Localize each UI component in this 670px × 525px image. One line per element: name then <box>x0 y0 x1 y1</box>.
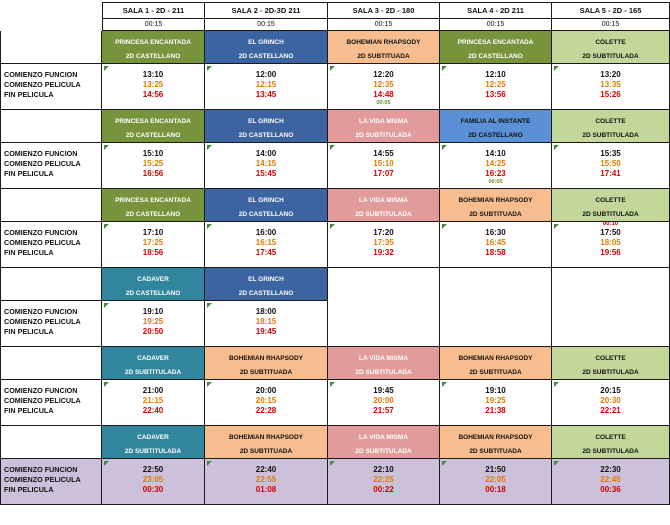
movie-title: PRINCESA ENCANTADA <box>457 39 534 46</box>
movie-format: 2D SUBTITUADA <box>469 369 522 376</box>
label-end: FIN PELICULA <box>4 327 54 336</box>
showtime-cell <box>102 222 205 268</box>
label-end: FIN PELICULA <box>4 169 54 178</box>
start-time: 13:10 <box>142 70 164 79</box>
start-time: 19:45 <box>373 386 394 395</box>
movie-start-time: 17:25 <box>142 238 164 247</box>
end-time: 22:28 <box>255 406 277 415</box>
movie-card[interactable] <box>328 426 440 459</box>
movie-format: 2D SUBTITULADA <box>124 448 182 455</box>
movie-card[interactable] <box>328 110 440 143</box>
movie-title: CADAVER <box>137 434 169 441</box>
start-time: 22:30 <box>600 465 621 474</box>
movie-format: 2D SUBTITULADA <box>355 369 412 376</box>
start-time: 12:00 <box>255 70 277 79</box>
movie-format: 2D CASTELLANO <box>238 211 294 218</box>
start-time: 21:50 <box>485 465 506 474</box>
start-time: 13:20 <box>600 70 621 79</box>
start-time: 16:30 <box>485 228 506 237</box>
movie-start-time: 15:50 <box>600 159 621 168</box>
start-time: 17:20 <box>373 228 394 237</box>
movie-start-time: 19:25 <box>485 396 506 405</box>
movie-start-time: 12:25 <box>485 80 506 89</box>
start-time: 14:10 <box>485 149 506 158</box>
buffer-note: 00:05 <box>376 100 391 106</box>
movie-card[interactable] <box>205 426 328 459</box>
movie-title: BOHEMIAN RHAPSODY <box>228 355 304 362</box>
movie-start-time: 18:05 <box>600 238 621 247</box>
showtime-cell <box>328 380 440 426</box>
movie-card[interactable] <box>328 189 440 222</box>
movie-card[interactable] <box>102 110 205 143</box>
movie-card[interactable] <box>440 347 552 380</box>
start-time: 14:00 <box>255 149 277 158</box>
showtime-cell <box>205 64 328 110</box>
start-time: 15:35 <box>600 149 621 158</box>
movie-start-time: 21:15 <box>142 396 164 405</box>
label-movie-start: COMIENZO PELICULA <box>4 159 81 168</box>
showtime-cell <box>440 380 552 426</box>
movie-format: 2D CASTELLANO <box>468 132 523 139</box>
movie-card[interactable] <box>328 347 440 380</box>
end-time: 14:48 <box>373 90 394 99</box>
showtime-cell <box>552 380 670 426</box>
movie-format: 2D SUBTITULADA <box>355 132 412 139</box>
movie-title: LA VIDA MISMA <box>359 434 408 441</box>
end-time: 15:45 <box>255 169 277 178</box>
label-start: COMIENZO FUNCION <box>4 70 78 79</box>
showtime-cell <box>102 380 205 426</box>
movie-title: EL GRINCH <box>248 39 284 46</box>
movie-start-time: 20:30 <box>600 396 621 405</box>
showtime-cell <box>205 222 328 268</box>
end-time: 16:23 <box>485 169 506 178</box>
showtime-cell <box>205 459 328 505</box>
showtime-cell <box>552 459 670 505</box>
buffer-note: 00:10 <box>602 222 619 227</box>
showtime-cell <box>552 64 670 110</box>
movie-card[interactable] <box>102 426 205 459</box>
start-time: 22:40 <box>255 465 277 474</box>
movie-start-time: 16:45 <box>485 238 506 247</box>
label-end: FIN PELICULA <box>4 90 54 99</box>
label-spacer <box>0 31 102 64</box>
movie-start-time: 18:15 <box>255 317 277 326</box>
cleaning-gap-4: 00:15 <box>440 19 552 31</box>
movie-title: FAMILIA AL INSTANTE <box>460 118 531 125</box>
movie-format: 2D CASTELLANO <box>125 53 181 60</box>
movie-format: 2D CASTELLANO <box>238 53 294 60</box>
label-end: FIN PELICULA <box>4 248 54 257</box>
movie-title: PRINCESA ENCANTADA <box>115 118 191 125</box>
showtime-cell <box>552 222 670 268</box>
movie-format: 2D SUBTITULADA <box>582 448 639 455</box>
label-start: COMIENZO FUNCION <box>4 307 78 316</box>
screen-header-5: SALA 5 - 2D - 165 <box>552 2 670 19</box>
movie-format: 2D SUBTITULADA <box>355 448 412 455</box>
movie-card[interactable] <box>552 110 670 143</box>
label-spacer <box>0 110 102 143</box>
end-time: 17:07 <box>373 169 394 178</box>
row-labels <box>0 301 102 347</box>
movie-format: 2D SUBTITULADA <box>124 369 182 376</box>
movie-title: LA VIDA MISMA <box>359 118 408 125</box>
empty-slot <box>440 268 552 347</box>
start-time: 12:20 <box>373 70 394 79</box>
end-time: 21:57 <box>373 406 394 415</box>
start-time: 19:10 <box>142 307 164 316</box>
showtime-cell <box>328 143 440 189</box>
start-time: 21:00 <box>142 386 164 395</box>
movie-card[interactable] <box>102 31 205 64</box>
movie-title: LA VIDA MISMA <box>359 197 408 204</box>
movie-start-time: 15:25 <box>142 159 164 168</box>
movie-start-time: 22:05 <box>485 475 506 484</box>
cleaning-gap-5: 00:15 <box>552 19 670 31</box>
movie-start-time: 12:15 <box>255 80 277 89</box>
label-start: COMIENZO FUNCION <box>4 228 78 237</box>
movie-card[interactable] <box>205 31 328 64</box>
movie-title: COLETTE <box>595 355 626 362</box>
end-time: 19:32 <box>373 248 394 257</box>
screen-header-4: SALA 4 - 2D 211 <box>440 2 552 19</box>
movie-title: EL GRINCH <box>248 118 284 125</box>
end-time: 01:08 <box>255 485 277 494</box>
empty-slot <box>552 268 670 347</box>
showtime-cell <box>205 143 328 189</box>
showtime-cell <box>440 64 552 110</box>
movie-start-time: 17:35 <box>373 238 394 247</box>
movie-card[interactable] <box>205 268 328 301</box>
movie-format: 2D SUBTITUADA <box>239 369 293 376</box>
movie-start-time: 14:25 <box>485 159 506 168</box>
movie-card[interactable] <box>440 110 552 143</box>
movie-title: CADAVER <box>137 355 169 362</box>
movie-format: 2D CASTELLANO <box>468 53 523 60</box>
end-time: 18:58 <box>485 248 506 257</box>
cleaning-gap-1: 00:15 <box>102 19 205 31</box>
movie-start-time: 12:35 <box>373 80 394 89</box>
movie-format: 2D SUBTITULADA <box>582 211 639 218</box>
end-time: 22:40 <box>142 406 164 415</box>
screen-header-1: SALA 1 - 2D - 211 <box>102 2 205 19</box>
movie-format: 2D SUBTITUADA <box>469 211 522 218</box>
start-time: 22:50 <box>142 465 164 474</box>
showtime-cell <box>440 143 552 189</box>
showtime-cell <box>205 380 328 426</box>
screen-header-3: SALA 3 - 2D - 180 <box>328 2 440 19</box>
label-start: COMIENZO FUNCION <box>4 149 78 158</box>
movie-title: EL GRINCH <box>248 197 284 204</box>
label-end: FIN PELICULA <box>4 485 54 494</box>
start-time: 16:00 <box>255 228 277 237</box>
movie-card[interactable] <box>205 347 328 380</box>
movie-card[interactable] <box>552 189 670 222</box>
movie-title: BOHEMIAN RHAPSODY <box>228 434 304 441</box>
movie-format: 2D SUBTITUADA <box>357 53 410 60</box>
start-time: 17:50 <box>600 228 621 237</box>
label-movie-start: COMIENZO PELICULA <box>4 238 81 247</box>
movie-card[interactable] <box>102 347 205 380</box>
movie-format: 2D CASTELLANO <box>238 132 294 139</box>
movie-start-time: 13:25 <box>142 80 164 89</box>
movie-title: COLETTE <box>595 118 626 125</box>
start-time: 22:10 <box>373 465 394 474</box>
end-time: 18:56 <box>142 248 164 257</box>
movie-format: 2D SUBTITUADA <box>239 448 293 455</box>
row-labels <box>0 380 102 426</box>
movie-card[interactable] <box>552 347 670 380</box>
movie-title: BOHEMIAN RHAPSODY <box>458 355 533 362</box>
showtime-cell <box>328 459 440 505</box>
movie-title: EL GRINCH <box>248 276 284 283</box>
showtime-cell <box>328 64 440 110</box>
movie-start-time: 20:00 <box>373 396 394 405</box>
movie-title: BOHEMIAN RHAPSODY <box>458 197 533 204</box>
cleaning-gap-3: 00:15 <box>328 19 440 31</box>
movie-title: BOHEMIAN RHAPSODY <box>458 434 533 441</box>
movie-format: 2D SUBTITULADA <box>355 211 412 218</box>
label-end: FIN PELICULA <box>4 406 54 415</box>
movie-card[interactable] <box>440 426 552 459</box>
end-time: 00:22 <box>373 485 394 494</box>
movie-start-time: 22:45 <box>600 475 621 484</box>
start-time: 20:00 <box>255 386 277 395</box>
movie-card[interactable] <box>440 189 552 222</box>
end-time: 13:45 <box>255 90 277 99</box>
label-spacer <box>0 268 102 301</box>
movie-start-time: 19:25 <box>142 317 164 326</box>
movie-format: 2D SUBTITULADA <box>582 132 639 139</box>
showtime-cell <box>440 222 552 268</box>
cleaning-gap-2: 00:15 <box>205 19 328 31</box>
row-labels <box>0 222 102 268</box>
screen-header-2: SALA 2 - 2D-3D 211 <box>205 2 328 19</box>
end-time: 16:56 <box>142 169 164 178</box>
showtime-cell <box>552 143 670 189</box>
end-time: 15:26 <box>600 90 621 99</box>
movie-title: COLETTE <box>595 197 626 204</box>
end-time: 21:38 <box>485 406 506 415</box>
start-time: 19:10 <box>485 386 506 395</box>
label-start: COMIENZO FUNCION <box>4 465 78 474</box>
showtime-cell <box>205 301 328 347</box>
end-time: 19:56 <box>600 248 621 257</box>
end-time: 17:45 <box>255 248 277 257</box>
movie-format: 2D CASTELLANO <box>125 132 181 139</box>
movie-format: 2D CASTELLANO <box>238 290 294 297</box>
movie-title: CADAVER <box>137 276 169 283</box>
movie-start-time: 23:05 <box>142 475 164 484</box>
end-time: 19:45 <box>255 327 277 336</box>
movie-start-time: 22:25 <box>373 475 394 484</box>
start-time: 20:15 <box>600 386 621 395</box>
movie-card[interactable] <box>552 31 670 64</box>
showtime-cell <box>102 143 205 189</box>
label-movie-start: COMIENZO PELICULA <box>4 396 81 405</box>
label-movie-start: COMIENZO PELICULA <box>4 475 81 484</box>
movie-card[interactable] <box>205 110 328 143</box>
movie-start-time: 14:15 <box>255 159 277 168</box>
showtime-cell <box>102 64 205 110</box>
showtime-cell <box>328 222 440 268</box>
movie-card[interactable] <box>102 189 205 222</box>
movie-start-time: 13:35 <box>600 80 621 89</box>
movie-card[interactable] <box>205 189 328 222</box>
buffer-note: 00:05 <box>488 179 503 185</box>
start-time: 17:10 <box>142 228 164 237</box>
start-time: 15:10 <box>142 149 164 158</box>
movie-card[interactable] <box>552 426 670 459</box>
start-time: 14:55 <box>373 149 394 158</box>
movie-start-time: 16:15 <box>255 238 277 247</box>
end-time: 20:50 <box>142 327 164 336</box>
label-start: COMIENZO FUNCION <box>4 386 78 395</box>
label-spacer <box>0 426 102 459</box>
movie-title: PRINCESA ENCANTADA <box>115 39 191 46</box>
row-labels <box>0 64 102 110</box>
label-spacer <box>0 189 102 222</box>
movie-format: 2D SUBTITULADA <box>582 53 639 60</box>
row-labels <box>0 459 102 505</box>
start-time: 12:10 <box>485 70 506 79</box>
end-time: 17:41 <box>600 169 621 178</box>
end-time: 00:30 <box>142 485 164 494</box>
movie-title: BOHEMIAN RHAPSODY <box>346 39 421 46</box>
label-movie-start: COMIENZO PELICULA <box>4 317 81 326</box>
end-time: 00:18 <box>485 485 506 494</box>
movie-card[interactable] <box>102 268 205 301</box>
movie-card[interactable] <box>328 31 440 64</box>
label-spacer <box>0 347 102 380</box>
movie-start-time: 20:15 <box>255 396 277 405</box>
start-time: 18:00 <box>255 307 277 316</box>
movie-card[interactable] <box>440 31 552 64</box>
movie-title: PRINCESA ENCANTADA <box>115 197 191 204</box>
end-time: 14:56 <box>142 90 164 99</box>
end-time: 13:56 <box>485 90 506 99</box>
movie-format: 2D SUBTITUADA <box>469 448 522 455</box>
movie-title: COLETTE <box>595 434 626 441</box>
row-labels <box>0 143 102 189</box>
end-time: 22:21 <box>600 406 621 415</box>
end-time: 00:36 <box>600 485 621 494</box>
empty-slot <box>328 268 440 347</box>
showtime-cell <box>102 459 205 505</box>
showtime-cell <box>440 459 552 505</box>
movie-start-time: 15:10 <box>373 159 394 168</box>
movie-title: COLETTE <box>595 39 626 46</box>
showtime-cell <box>102 301 205 347</box>
movie-format: 2D SUBTITULADA <box>582 369 639 376</box>
movie-title: LA VIDA MISMA <box>359 355 408 362</box>
movie-format: 2D CASTELLANO <box>125 211 181 218</box>
movie-format: 2D CASTELLANO <box>125 290 181 297</box>
label-movie-start: COMIENZO PELICULA <box>4 80 81 89</box>
movie-start-time: 22:55 <box>255 475 277 484</box>
